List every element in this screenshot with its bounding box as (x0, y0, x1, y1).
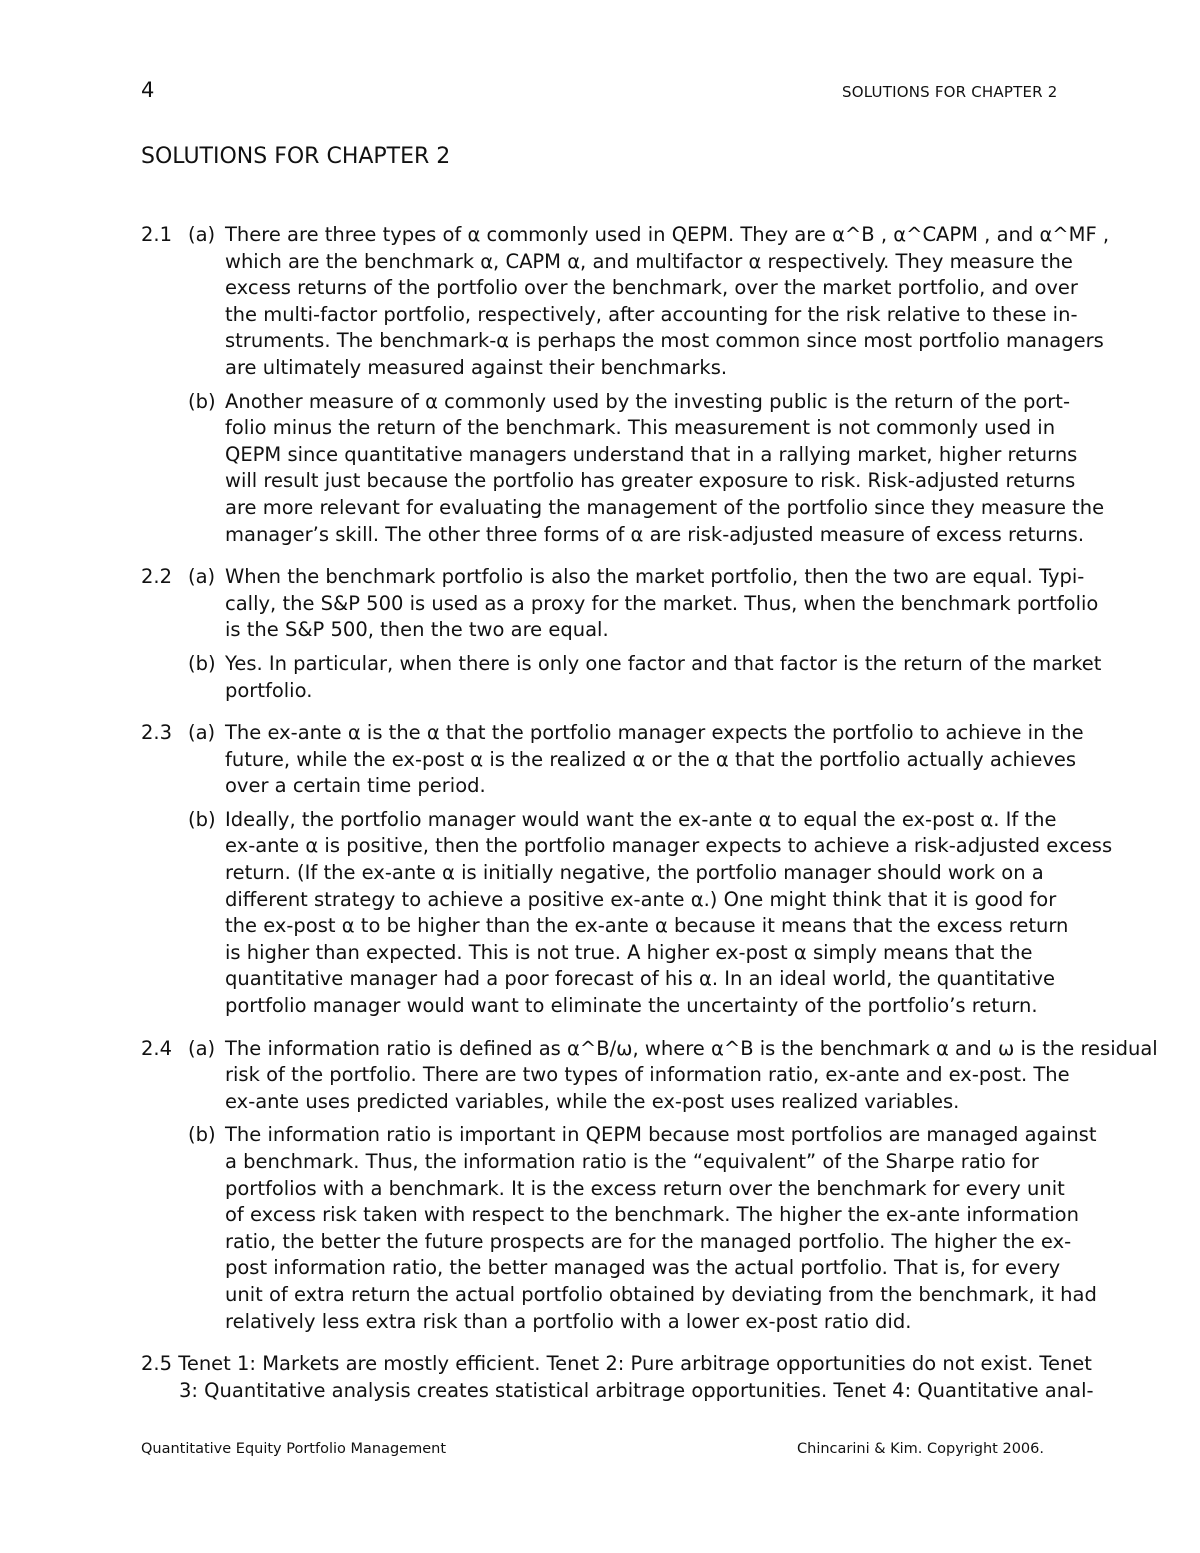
text-line: over a certain time period. (225, 774, 486, 798)
text-line: When the benchmark portfolio is also the market portfolio, then the two are equal. Typi- (225, 565, 1085, 589)
question-number: 2.1 (141, 223, 173, 246)
part-a (141, 564, 1200, 644)
question-number: 2.5 (141, 1352, 173, 1376)
part-a (141, 720, 1200, 800)
text-line: future, while the ex-post α is the realized α or the α that the portfolio actually achieves (225, 747, 1077, 771)
part-label: (a) (188, 565, 216, 589)
question-number: 2.4 (141, 1036, 173, 1060)
part-a (141, 1036, 1200, 1116)
text-line: quantitative manager had a poor forecast of his α. In an ideal world, the quantitative (225, 967, 1056, 991)
text-line: The information ratio is important in QEPM because most portfolios are managed against (225, 1123, 1097, 1147)
text-line: will result just because the portfolio has greater exposure to risk. Risk-adjusted returns (225, 469, 1076, 493)
part-b (141, 651, 1200, 704)
text-line: are more relevant for evaluating the management of the portfolio since they measure the (225, 495, 1105, 519)
text-line: the ex-post α to be higher than the ex-ante α because it means that the excess return (225, 914, 1069, 938)
question-2-2 (141, 564, 1200, 704)
text-line: the multi-factor portfolio, respectively, after accounting for the risk relative to these in- (225, 302, 1078, 326)
part-label: (a) (188, 223, 216, 246)
text-line: risk of the portfolio. There are two types of information ratio, ex-ante and ex-post. The (225, 1063, 1070, 1087)
text-line: of excess risk taken with respect to the benchmark. The higher the ex-ante information (225, 1203, 1079, 1227)
question-2-3 (141, 720, 1200, 1020)
text-line: folio minus the return of the benchmark. This measurement is not commonly used in (225, 416, 1056, 440)
text-line: ex-ante uses predicted variables, while the ex-post uses realized variables. (225, 1089, 960, 1113)
text-line: The information ratio is defined as α^B/ω, where α^B is the benchmark α and ω is the residual (225, 1036, 1158, 1060)
text-line: ex-ante α is positive, then the portfolio manager expects to achieve a risk-adjusted excess (225, 834, 1113, 858)
text-line: post information ratio, the better managed was the actual portfolio. That is, for every (225, 1256, 1061, 1280)
question-2-5 (141, 1351, 1200, 1404)
part-a (141, 222, 1200, 382)
question-number: 2.3 (141, 721, 173, 745)
text-line: Another measure of α commonly used by the investing public is the return of the port- (225, 389, 1070, 413)
text-line: struments. The benchmark-α is perhaps the most common since most portfolio managers (225, 329, 1104, 353)
running-head: SOLUTIONS FOR CHAPTER 2 (842, 83, 1058, 101)
text-line: manager’s skill. The other three forms of α are risk-adjusted measure of excess returns. (225, 522, 1085, 546)
question-2-1 (141, 222, 1200, 548)
text-line: There are three types of α commonly used in QEPM. They are α^B , α^CAPM , and α^MF , (225, 223, 1110, 246)
text-line: return. (If the ex-ante α is initially negative, the portfolio manager should work on a (225, 861, 1044, 885)
part-label: (b) (188, 651, 216, 675)
text-line: ratio, the better the future prospects are for the managed portfolio. The higher the ex- (225, 1229, 1072, 1253)
question-2-4 (141, 1036, 1200, 1336)
text-line: is higher than expected. This is not true. A higher ex-post α simply means that the (225, 940, 1033, 964)
text-line (141, 1351, 1200, 1378)
part-b (141, 389, 1200, 549)
question-number: 2.2 (141, 565, 173, 589)
text-line: unit of extra return the actual portfolio obtained by deviating from the benchmark, it had (225, 1282, 1097, 1306)
part-b (141, 807, 1200, 1020)
part-label: (b) (188, 1123, 216, 1147)
tenet-text: Tenet 1: Markets are mostly efficient. Tenet 2: Pure arbitrage opportunities do not exist. Tenet (178, 1352, 1092, 1376)
text-line: portfolios with a benchmark. It is the excess return over the benchmark for every unit (225, 1176, 1065, 1200)
text-line: portfolio. (225, 678, 313, 702)
text-line: are ultimately measured against their benchmarks. (225, 355, 728, 379)
text-line: relatively less extra risk than a portfolio with a lower ex-post ratio did. (225, 1309, 912, 1333)
part-label: (a) (188, 721, 216, 745)
text-line: cally, the S&P 500 is used as a proxy for the market. Thus, when the benchmark portfolio (225, 591, 1099, 615)
text-line: is the S&P 500, then the two are equal. (225, 618, 609, 642)
text-line: Yes. In particular, when there is only one factor and that factor is the return of the market (225, 651, 1102, 675)
text-line: portfolio manager would want to eliminate the uncertainty of the portfolio’s return. (225, 994, 1038, 1018)
part-label: (a) (188, 1036, 216, 1060)
text-line: different strategy to achieve a positive ex-ante α.) One might think that it is good for (225, 887, 1057, 911)
text-line: QEPM since quantitative managers understand that in a rallying market, higher returns (225, 442, 1078, 466)
text-line: which are the benchmark α, CAPM α, and multifactor α respectively. They measure the (225, 249, 1073, 273)
solutions-list (141, 222, 1200, 1404)
text-line: Ideally, the portfolio manager would want the ex-ante α to equal the ex-post α. If the (225, 807, 1057, 831)
text-line: a benchmark. Thus, the information ratio is the “equivalent” of the Sharpe ratio for (225, 1150, 1039, 1173)
text-line: The ex-ante α is the α that the portfolio manager expects the portfolio to achieve in the (225, 721, 1084, 745)
text-line: 3: Quantitative analysis creates statistical arbitrage opportunities. Tenet 4: Quantitative anal- (179, 1378, 1094, 1402)
part-label: (b) (188, 807, 216, 831)
text-line: excess returns of the portfolio over the benchmark, over the market portfolio, and over (225, 276, 1078, 300)
footer-book-title: Quantitative Equity Portfolio Management (141, 1441, 447, 1457)
page-number: 4 (141, 78, 155, 102)
part-label: (b) (188, 389, 216, 413)
part-b (141, 1122, 1200, 1335)
page-title: SOLUTIONS FOR CHAPTER 2 (141, 144, 451, 169)
footer-copyright: Chincarini & Kim. Copyright 2006. (797, 1441, 1044, 1457)
